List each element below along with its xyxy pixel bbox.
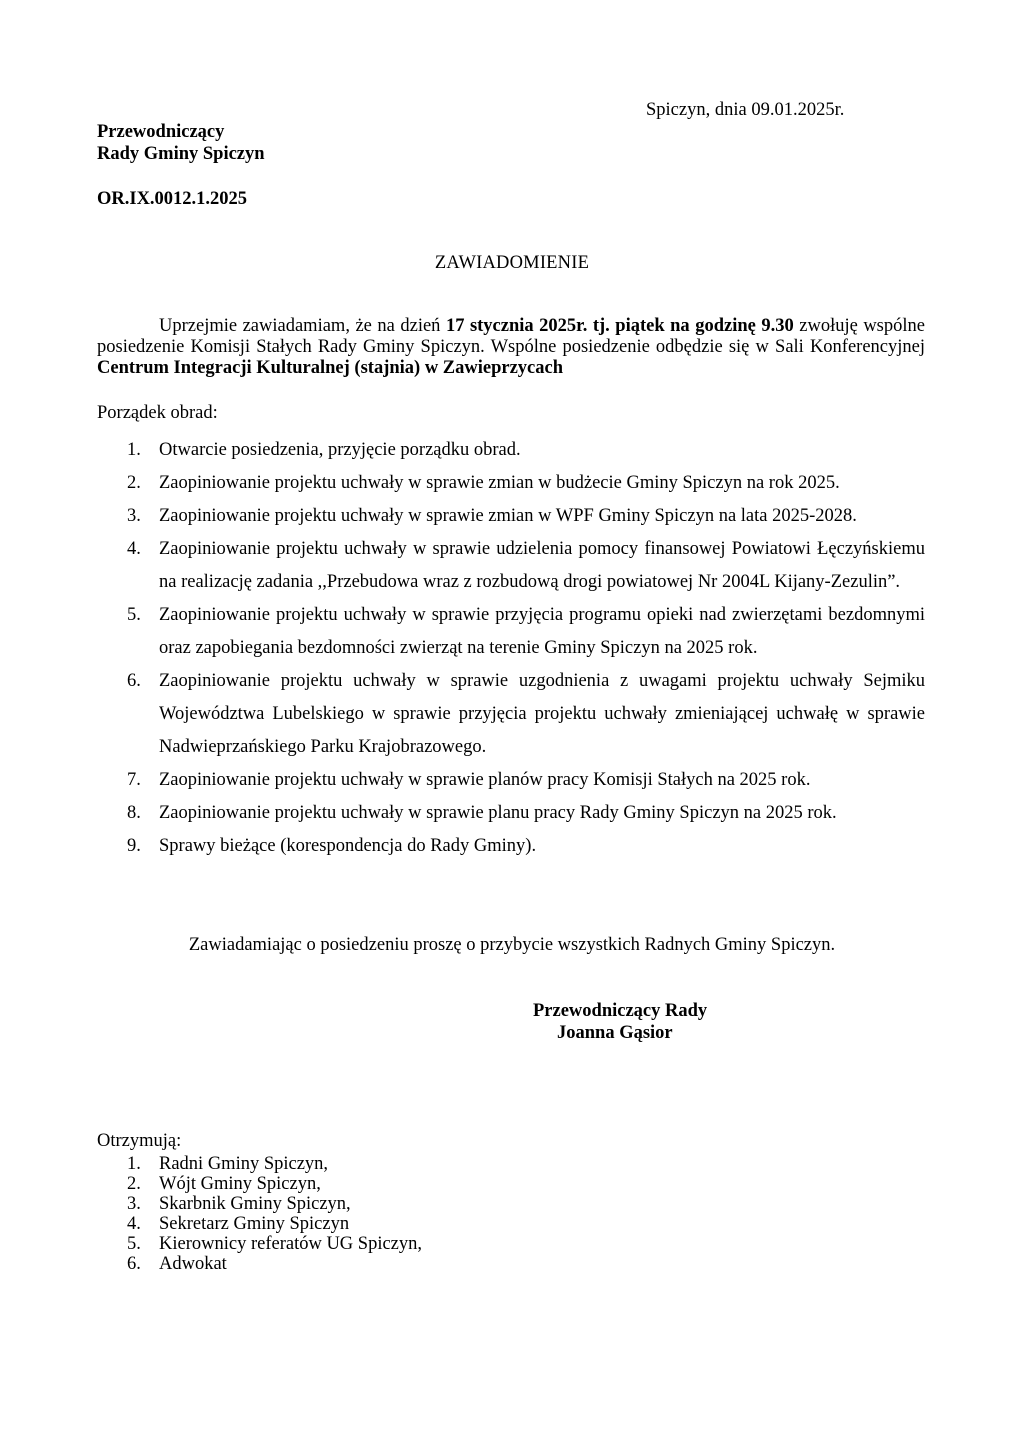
agenda-item-text: Zaopiniowanie projektu uchwały w sprawie planów pracy Komisji Stałych na 2025 rok. [159, 770, 811, 790]
recipient-item [97, 1214, 422, 1234]
recipient-item [97, 1174, 422, 1194]
agenda-item-number: 7. [127, 770, 141, 790]
agenda-item-text: Zaopiniowanie projektu uchwały w sprawie udzielenia pomocy finansowej Powiatowi Łęczyńskiemu na realizację zadania ,,Przebudowa wraz z rozbudową drogi powiatowej Nr 2004L Kijany-Zezulin”. [159, 539, 925, 592]
recipient-number: 6. [127, 1254, 141, 1274]
intro-text-1: Uprzejmie zawiadamiam, że na dzień [159, 316, 446, 336]
agenda-item-text: Zaopiniowanie projektu uchwały w sprawie zmian w WPF Gminy Spiczyn na lata 2025-2028. [159, 506, 857, 526]
intro-text-2: zwołuję wspólne posiedzenie Komisji Stałych Rady Gminy Spiczyn. Wspólne posiedzenie odbędzie się w Sali Konferencyjnej [97, 316, 925, 357]
agenda-item-number: 5. [127, 605, 141, 625]
agenda-item [97, 434, 925, 467]
agenda-item-text: Otwarcie posiedzenia, przyjęcie porządku obrad. [159, 440, 521, 460]
sender-block [97, 122, 265, 166]
agenda-item [97, 764, 925, 797]
recipient-number: 5. [127, 1234, 141, 1254]
signature-name: Joanna Gąsior [557, 1023, 673, 1043]
recipient-item [97, 1194, 422, 1214]
attendance-request: Zawiadamiając o posiedzeniu proszę o przybycie wszystkich Radnych Gminy Spiczyn. [188, 935, 836, 955]
agenda-item-text: Zaopiniowanie projektu uchwały w sprawie przyjęcia programu opieki nad zwierzętami bezdomnymi oraz zapobiegania bezdomności zwierząt na terenie Gminy Spiczyn na 2025 rok. [159, 605, 925, 658]
meeting-place: Centrum Integracji Kulturalnej (stajnia) w Zawieprzycach [97, 358, 564, 378]
agenda-item [97, 533, 925, 599]
agenda-item-number: 6. [127, 671, 141, 691]
agenda-item-number: 9. [127, 836, 141, 856]
recipient-item [97, 1154, 422, 1174]
agenda-item [97, 467, 925, 500]
recipient-number: 4. [127, 1214, 141, 1234]
sender-council: Rady Gminy Spiczyn [97, 144, 265, 164]
agenda-item-text: Zaopiniowanie projektu uchwały w sprawie planu pracy Rady Gminy Spiczyn na 2025 rok. [159, 803, 837, 823]
agenda-item [97, 599, 925, 665]
agenda-item [97, 500, 925, 533]
recipient-text: Adwokat [159, 1254, 227, 1274]
recipients-label: Otrzymują: [97, 1131, 182, 1151]
reference-number: OR.IX.0012.1.2025 [97, 189, 248, 209]
recipients-list [97, 1154, 422, 1274]
intro-paragraph [97, 316, 925, 379]
recipient-text: Wójt Gminy Spiczyn, [159, 1174, 321, 1194]
agenda-item-number: 8. [127, 803, 141, 823]
agenda-item-text: Sprawy bieżące (korespondencja do Rady Gminy). [159, 836, 537, 856]
meeting-date: 17 stycznia 2025r. tj. piątek na godzinę 9.30 [445, 316, 794, 336]
agenda-item [97, 797, 925, 830]
recipient-text: Skarbnik Gminy Spiczyn, [159, 1194, 351, 1214]
agenda-list [97, 434, 925, 863]
recipient-item [97, 1234, 422, 1254]
agenda-item-number: 2. [127, 473, 141, 493]
recipient-item [97, 1254, 422, 1274]
signature-role: Przewodniczący Rady [533, 1001, 708, 1021]
document-title: ZAWIADOMIENIE [434, 253, 590, 273]
recipient-number: 1. [127, 1154, 141, 1174]
agenda-item-number: 1. [127, 440, 141, 460]
place-and-date: Spiczyn, dnia 09.01.2025r. [646, 100, 845, 120]
agenda-item-text: Zaopiniowanie projektu uchwały w sprawie uzgodnienia z uwagami projektu uchwały Sejmiku Województwa Lubelskiego w sprawie przyjęcia projektu uchwały zmieniającej uchwałę w sprawie Nadwieprzańskiego Parku Krajobrazowego. [159, 671, 925, 757]
agenda-item-text: Zaopiniowanie projektu uchwały w sprawie zmian w budżecie Gminy Spiczyn na rok 2025. [159, 473, 840, 493]
agenda-label: Porządek obrad: [97, 403, 218, 423]
agenda-item [97, 830, 925, 863]
recipient-text: Radni Gminy Spiczyn, [159, 1154, 329, 1174]
recipient-number: 2. [127, 1174, 141, 1194]
recipient-number: 3. [127, 1194, 141, 1214]
agenda-item-number: 3. [127, 506, 141, 526]
sender-title: Przewodniczący [97, 122, 225, 142]
agenda-item-number: 4. [127, 539, 141, 559]
recipient-text: Kierownicy referatów UG Spiczyn, [159, 1234, 423, 1254]
signature-block [533, 1001, 707, 1045]
agenda-item [97, 665, 925, 764]
recipient-text: Sekretarz Gminy Spiczyn [159, 1214, 350, 1234]
